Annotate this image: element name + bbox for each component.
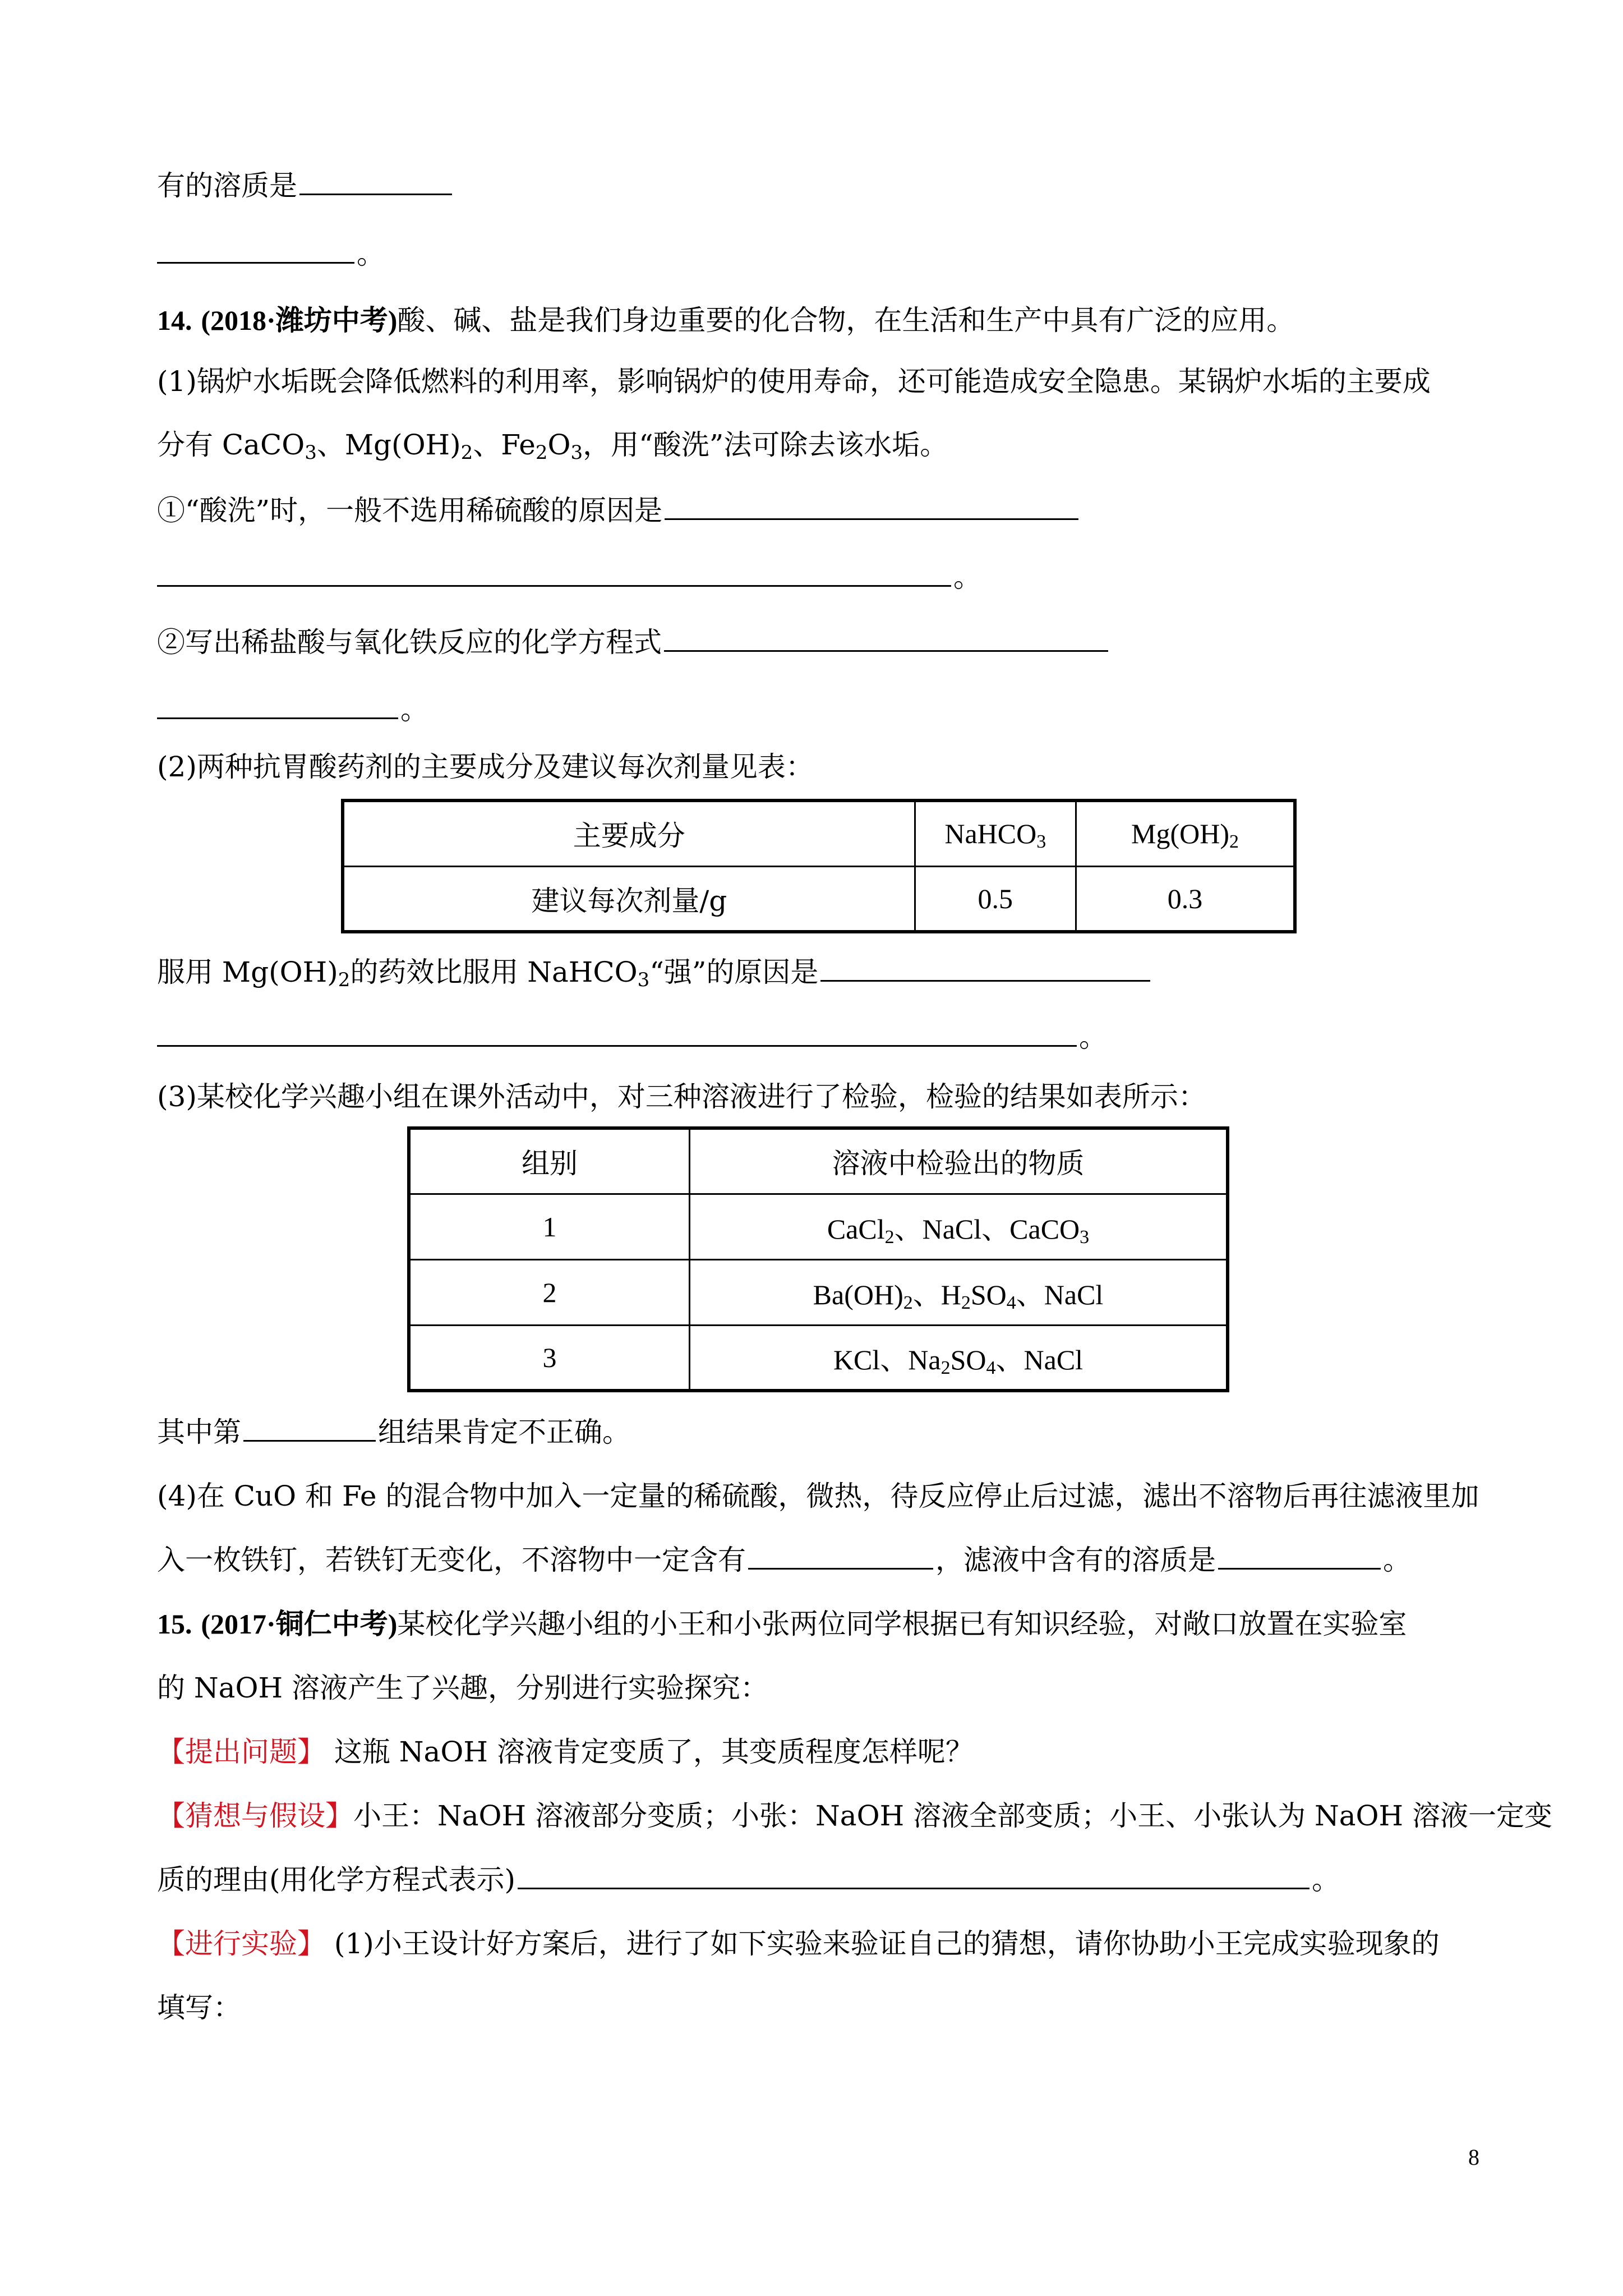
question-intro: 酸、碱、盐是我们身边重要的化合物，在生活和生产中具有广泛的应用。 <box>397 304 1295 337</box>
question-source: (2018·潍坊中考) <box>201 305 398 336</box>
table-row <box>409 1325 1228 1391</box>
paragraph-text: (3)某校化学兴趣小组在课外活动中，对三种溶液进行了检验，检验的结果如表所示： <box>157 1080 1206 1113</box>
page-number: 8 <box>1468 2145 1479 2170</box>
table-cell: KCl、$Na_2SO_4$、NaCl <box>690 1325 1228 1391</box>
q15-hypothesis-line1 <box>157 1796 1552 1835</box>
q14-p2-answer-line2 <box>157 1018 1107 1057</box>
text: 服用 Mg(OH) <box>157 956 338 988</box>
question-number: 15. <box>157 1608 192 1640</box>
test-results-table <box>407 1126 1229 1392</box>
table-row <box>343 866 1295 932</box>
subscript: 2 <box>535 441 548 464</box>
section-tag: 【猜想与假设】 <box>157 1800 353 1832</box>
text: 的药效比服用 NaHCO <box>350 956 638 988</box>
subscript: 3 <box>305 441 317 464</box>
table-cell: 0.5 <box>915 866 1076 932</box>
text: NaHCO <box>944 818 1037 850</box>
period: 。 <box>400 693 428 726</box>
text: 组结果肯定不正确。 <box>378 1416 630 1448</box>
paragraph-text: (1)锅炉水垢既会降低燃料的利用率，影响锅炉的使用寿命，还可能造成安全隐患。某锅炉水垢的主要成 <box>157 365 1431 398</box>
text: 分有 CaCO <box>157 429 305 461</box>
subscript: 2 <box>460 441 473 464</box>
q14-p4-line1 <box>157 1476 1479 1516</box>
answer-blank[interactable] <box>664 624 1108 652</box>
q14-p3-answer <box>157 1412 630 1452</box>
subscript: 2 <box>338 969 351 991</box>
subscript: 3 <box>1036 831 1046 853</box>
q14-q2-line <box>157 623 1110 662</box>
answer-blank[interactable] <box>665 493 1078 520</box>
text: 。 <box>1312 1864 1340 1896</box>
table-row <box>409 1128 1228 1194</box>
subscript: 3 <box>637 969 650 991</box>
question-intro: 某校化学兴趣小组的小王和小张两位同学根据已有知识经验，对敞口放置在实验室 <box>397 1608 1407 1640</box>
answer-blank[interactable] <box>518 1862 1310 1889</box>
question-number: 14. <box>157 305 192 336</box>
text: 、Mg(OH) <box>316 429 461 461</box>
table-row <box>343 800 1295 866</box>
sub-question-label: ②写出稀盐酸与氧化铁反应的化学方程式 <box>157 626 662 659</box>
text: 其中第 <box>157 1416 241 1448</box>
period: 。 <box>1079 1021 1107 1053</box>
table-cell: 2 <box>409 1259 690 1325</box>
q15-heading <box>157 1604 1407 1644</box>
table-header-cell <box>915 800 1076 866</box>
text: 、Fe <box>473 429 536 461</box>
table-cell: 0.3 <box>1076 866 1295 932</box>
period: 。 <box>953 561 981 593</box>
q14-heading <box>157 301 1294 340</box>
answer-blank[interactable] <box>157 559 951 587</box>
q15-experiment-line1 <box>157 1924 1440 1963</box>
answer-blank[interactable] <box>820 954 1150 982</box>
q15-experiment-line2 <box>157 1988 241 2027</box>
q13-tail-line1 <box>157 166 454 205</box>
answer-blank[interactable] <box>157 692 398 719</box>
table-header-cell: 溶液中检验出的物质 <box>690 1128 1228 1194</box>
q14-q1-line2 <box>157 558 981 597</box>
text: ，滤液中含有的溶质是 <box>935 1544 1216 1576</box>
q14-q1-line <box>157 491 1081 530</box>
text: 入一枚铁钉，若铁钉无变化，不溶物中一定含有 <box>157 1544 746 1576</box>
table-cell: CaCl$_2$、NaCl、CaCO$_3$ <box>690 1194 1228 1259</box>
question-source: (2017·铜仁中考) <box>201 1608 398 1640</box>
table-header-cell: 主要成分 <box>343 800 915 866</box>
q14-p2-question <box>157 953 1152 992</box>
answer-blank[interactable] <box>157 1019 1077 1047</box>
dosage-table <box>341 799 1297 933</box>
table-cell: 3 <box>409 1325 690 1391</box>
answer-blank[interactable] <box>748 1542 933 1570</box>
paragraph-text: (2)两种抗胃酸药剂的主要成分及建议每次剂量见表： <box>157 751 814 783</box>
subscript: 2 <box>1229 831 1239 853</box>
table-cell: 1 <box>409 1194 690 1259</box>
table-cell: 建议每次剂量/g <box>343 866 915 932</box>
text: O <box>547 429 571 461</box>
text: “强”的原因是 <box>649 956 819 988</box>
q14-p2-intro <box>157 747 814 786</box>
paragraph-text: (1)小王设计好方案后，进行了如下实验来验证自己的猜想，请你协助小王完成实验现象的 <box>334 1927 1440 1960</box>
period: 。 <box>357 238 385 270</box>
text: 。 <box>1383 1544 1411 1576</box>
text: 质的理由(用化学方程式表示) <box>157 1864 516 1896</box>
answer-blank[interactable] <box>299 168 452 195</box>
paragraph-text: 的 NaOH 溶液产生了兴趣，分别进行实验探究： <box>157 1672 768 1704</box>
answer-blank[interactable] <box>1218 1542 1381 1570</box>
section-tag: 【提出问题】 <box>157 1736 325 1768</box>
q14-p1-line2 <box>157 425 948 464</box>
q14-p1-line1 <box>157 362 1431 401</box>
q14-p4-line2 <box>157 1540 1411 1580</box>
q15-hypothesis-line2 <box>157 1860 1340 1899</box>
q13-tail-line2 <box>157 234 385 274</box>
table-header-cell <box>1076 800 1295 866</box>
q15-question-line <box>157 1732 974 1772</box>
answer-blank[interactable] <box>243 1414 376 1442</box>
text: ，用“酸洗”法可除去该水垢。 <box>583 429 948 461</box>
q15-intro-line2 <box>157 1668 768 1708</box>
table-cell: $Ba(OH)_2$、$H_2SO_4$、NaCl <box>690 1259 1228 1325</box>
q14-q2-line2 <box>157 690 428 729</box>
table-row <box>409 1194 1228 1259</box>
q14-p3-intro <box>157 1077 1206 1116</box>
q13-text: 有的溶质是 <box>157 169 297 202</box>
text: Mg(OH) <box>1131 818 1229 850</box>
sub-question-label: ①“酸洗”时，一般不选用稀硫酸的原因是 <box>157 494 663 527</box>
table-row <box>409 1259 1228 1325</box>
subscript: 3 <box>570 441 583 464</box>
paragraph-text: (4)在 CuO 和 Fe 的混合物中加入一定量的稀硫酸，微热，待反应停止后过滤，滤出不溶物后再往滤液里加 <box>157 1480 1479 1512</box>
paragraph-text: 填写： <box>157 1991 241 2024</box>
answer-blank[interactable] <box>157 236 354 264</box>
table-header-cell: 组别 <box>409 1128 690 1194</box>
paragraph-text: 小王：NaOH 溶液部分变质；小张：NaOH 溶液全部变质；小王、小张认为 NaOH 溶液一定变 <box>353 1800 1553 1832</box>
paragraph-text: 这瓶 NaOH 溶液肯定变质了，其变质程度怎样呢？ <box>334 1736 974 1768</box>
section-tag: 【进行实验】 <box>157 1927 325 1960</box>
